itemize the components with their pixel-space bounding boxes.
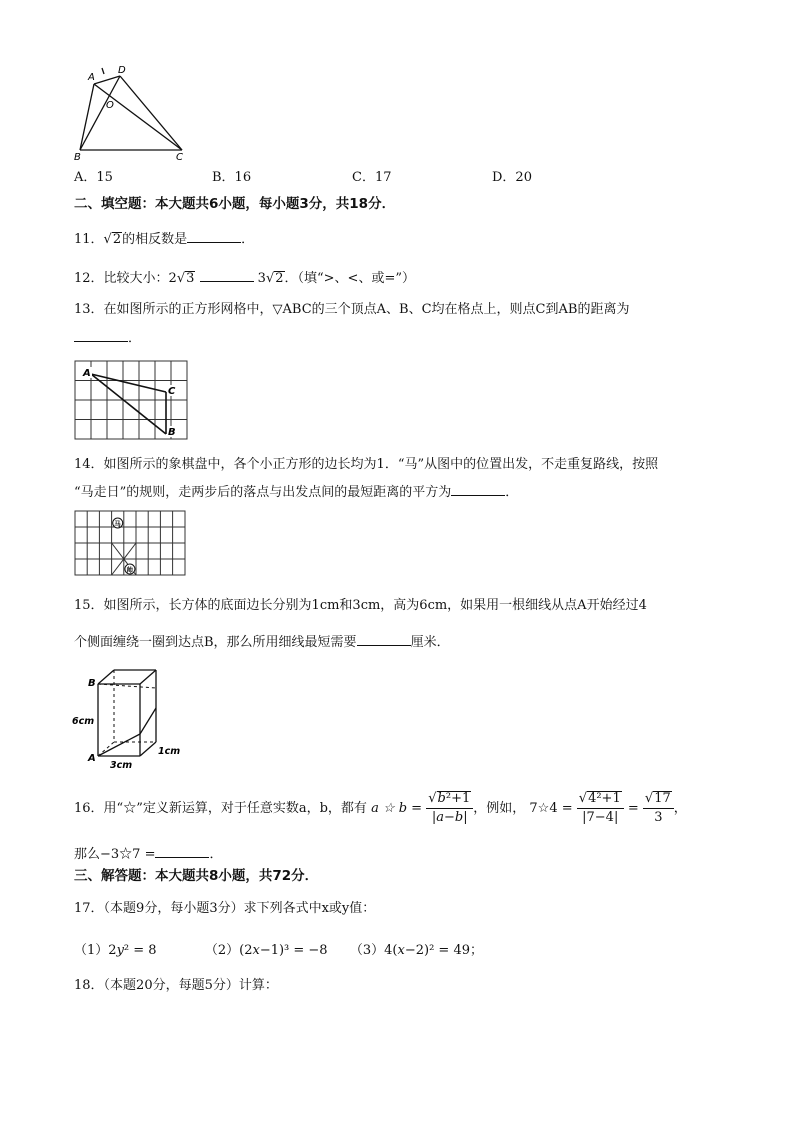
q12-prefix: 12．比较大小： bbox=[74, 271, 169, 286]
q11-number: 11． bbox=[74, 232, 104, 247]
q15-line2 bbox=[74, 632, 450, 652]
q17-end: ； bbox=[470, 943, 484, 958]
q15-label-b: B bbox=[88, 678, 96, 689]
q16-text-2: ，例如， bbox=[473, 801, 526, 816]
q11-answer-blank[interactable] bbox=[187, 229, 241, 243]
q11-text: 的相反数是 bbox=[122, 232, 188, 247]
q15-label-height: 6cm bbox=[72, 716, 95, 727]
q16-text-1: 16．用“☆”定义新运算，对于任意实数a，b，都有 bbox=[74, 801, 367, 816]
q16-example-fraction: $\frac{\text{√4²+1}}{|7-4|}$ bbox=[577, 790, 624, 827]
q10-option-d: D．20 bbox=[492, 170, 532, 185]
q11-sqrt2: √2 bbox=[103, 232, 122, 247]
q17-part1-eq: 2y² = 8 bbox=[108, 943, 157, 958]
q17-part1-label: （1） bbox=[74, 943, 109, 958]
q15-label-a: A bbox=[88, 753, 96, 764]
q14-line1: 14．如图所示的象棋盘中，各个小正方形的边长均为1．“马”从图中的位置出发，不走重复路线，按照 bbox=[74, 457, 659, 472]
q14-line2-text: “马走日”的规则，走两步后的落点与出发点间的最短距离的平方为 bbox=[74, 485, 452, 500]
q10-label-a: A bbox=[88, 72, 95, 83]
q16-line2-text: 那么−3☆7 = bbox=[74, 847, 156, 862]
q16-definition-lhs: a ☆ b = bbox=[371, 801, 423, 816]
q17-part3-label: （3） bbox=[349, 943, 385, 958]
q13-label-b: B bbox=[168, 427, 176, 438]
q14-line2 bbox=[74, 482, 518, 502]
q16-example-eq: = bbox=[627, 801, 639, 816]
q16-line1 bbox=[74, 782, 687, 836]
q16-text-3: ， bbox=[673, 801, 687, 816]
q13-line2 bbox=[74, 328, 141, 348]
q17-part2-label: （2） bbox=[204, 943, 240, 958]
q12-expr-right: 3√2 bbox=[257, 271, 284, 286]
q10-label-b: B bbox=[74, 152, 81, 162]
q10-option-a: A．15 bbox=[74, 170, 113, 185]
section3-heading: 三、解答题：本大题共8小题，共72分． bbox=[74, 868, 319, 884]
q16-definition-fraction: $\frac{\text{√b²+1}}{|a-b|}$ bbox=[426, 790, 473, 827]
q16-example-result: $\frac{√17}{3}$ bbox=[643, 790, 674, 827]
q15-line2-text: 个侧面缠绕一圈到达点B，那么所用细线最短需要 bbox=[74, 635, 357, 650]
q10-label-d: D bbox=[118, 65, 126, 76]
q14-answer-blank[interactable] bbox=[451, 482, 505, 496]
q10-option-c: C．17 bbox=[352, 170, 392, 185]
q17-line1: 17．（本题9分，每小题3分）求下列各式中x或y值： bbox=[74, 901, 376, 916]
q18-line1: 18．（本题20分，每题5分）计算： bbox=[74, 978, 278, 993]
q11-end: ． bbox=[241, 232, 255, 247]
q13-label-c: C bbox=[168, 386, 176, 397]
q17-parts bbox=[74, 942, 483, 960]
q10-option-b: B．16 bbox=[212, 170, 252, 185]
q10-label-o: O bbox=[106, 100, 114, 111]
q16-line2 bbox=[74, 844, 222, 864]
q15-label-depth: 1cm bbox=[158, 746, 181, 757]
q12-answer-blank[interactable] bbox=[200, 268, 254, 282]
q10-label-c: C bbox=[176, 152, 183, 162]
q15-answer-blank[interactable] bbox=[357, 632, 411, 646]
q13-grid-figure bbox=[74, 360, 188, 440]
section2-heading: 二、填空题：本大题共6小题，每小题3分，共18分． bbox=[74, 196, 396, 212]
q17-part2-eq: (2x−1)³ = −8 bbox=[239, 943, 328, 958]
q16-answer-blank[interactable] bbox=[155, 844, 209, 858]
q11-question bbox=[74, 229, 254, 249]
q13-label-a: A bbox=[83, 368, 91, 379]
q12-question bbox=[74, 268, 415, 288]
q16-example-lhs: 7☆4 = bbox=[529, 801, 573, 816]
q16-end: ． bbox=[209, 847, 223, 862]
q14-king-label: 帅 bbox=[126, 566, 133, 574]
q15-label-width: 3cm bbox=[110, 760, 133, 771]
q15-line1: 15．如图所示，长方体的底面边长分别为1cm和3cm，高为6cm，如果用一根细线从点A开始经过4 bbox=[74, 598, 647, 613]
q15-end: 厘米． bbox=[410, 635, 450, 650]
q10-figure bbox=[72, 62, 192, 162]
q14-chessboard-figure bbox=[74, 510, 186, 576]
q13-end: ． bbox=[128, 331, 142, 346]
q12-expr-left: 2√3 bbox=[168, 271, 195, 286]
q12-hint: ．（填“>、<、或=”） bbox=[284, 271, 415, 286]
q14-end: ． bbox=[505, 485, 519, 500]
q13-answer-blank[interactable] bbox=[74, 328, 128, 342]
q17-part3-eq: 4(x−2)² = 49 bbox=[384, 943, 470, 958]
q15-cuboid-figure bbox=[72, 664, 192, 772]
q14-horse-label: 马 bbox=[114, 520, 121, 528]
q13-line1: 13．在如图所示的正方形网格中，▽ABC的三个顶点A、B、C均在格点上，则点C到AB的距离为 bbox=[74, 302, 630, 317]
